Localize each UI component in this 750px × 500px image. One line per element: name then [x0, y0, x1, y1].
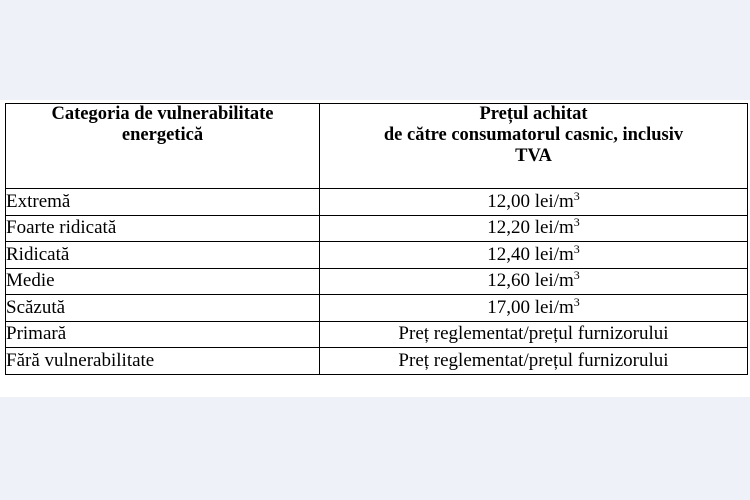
row-category: Ridicată	[6, 242, 320, 269]
row-category: Fără vulnerabilitate	[6, 348, 320, 375]
row-price-exponent: 3	[573, 294, 580, 309]
header-category-line1: Categoria de vulnerabilitate	[51, 104, 274, 124]
row-category: Extremă	[6, 189, 320, 216]
row-price-exponent: 3	[573, 241, 580, 256]
row-price-value: 12,60 lei/m	[487, 270, 574, 292]
row-price-value: 12,40 lei/m	[487, 243, 574, 265]
table-row	[6, 295, 748, 322]
row-price: Preț reglementat/prețul furnizorului	[320, 321, 748, 348]
document-sheet	[0, 100, 750, 397]
header-price-line3: TVA	[515, 146, 552, 166]
table-row	[6, 215, 748, 242]
table-header-row	[6, 104, 748, 189]
row-price-exponent: 3	[573, 215, 580, 230]
row-price: Preț reglementat/prețul furnizorului	[320, 348, 748, 375]
row-price	[320, 268, 748, 295]
header-category	[6, 104, 320, 189]
header-price	[320, 104, 748, 189]
header-price-line2: de către consumatorul casnic, inclusiv	[383, 125, 684, 145]
row-price-exponent: 3	[573, 188, 580, 203]
header-category-line2: energetică	[121, 125, 204, 145]
vulnerability-price-table	[5, 103, 748, 375]
row-category: Primară	[6, 321, 320, 348]
row-price-exponent: 3	[573, 268, 580, 283]
table-row	[6, 268, 748, 295]
row-price-value: 17,00 lei/m	[487, 296, 574, 318]
row-category: Scăzută	[6, 295, 320, 322]
row-price	[320, 189, 748, 216]
row-category: Foarte ridicată	[6, 215, 320, 242]
row-price	[320, 215, 748, 242]
table-row	[6, 348, 748, 375]
table-row	[6, 189, 748, 216]
row-price-value: 12,00 lei/m	[487, 190, 574, 212]
row-price	[320, 242, 748, 269]
table-row	[6, 321, 748, 348]
row-category: Medie	[6, 268, 320, 295]
header-price-line1: Prețul achitat	[479, 104, 588, 124]
table-row	[6, 242, 748, 269]
row-price-value: 12,20 lei/m	[487, 217, 574, 239]
row-price	[320, 295, 748, 322]
